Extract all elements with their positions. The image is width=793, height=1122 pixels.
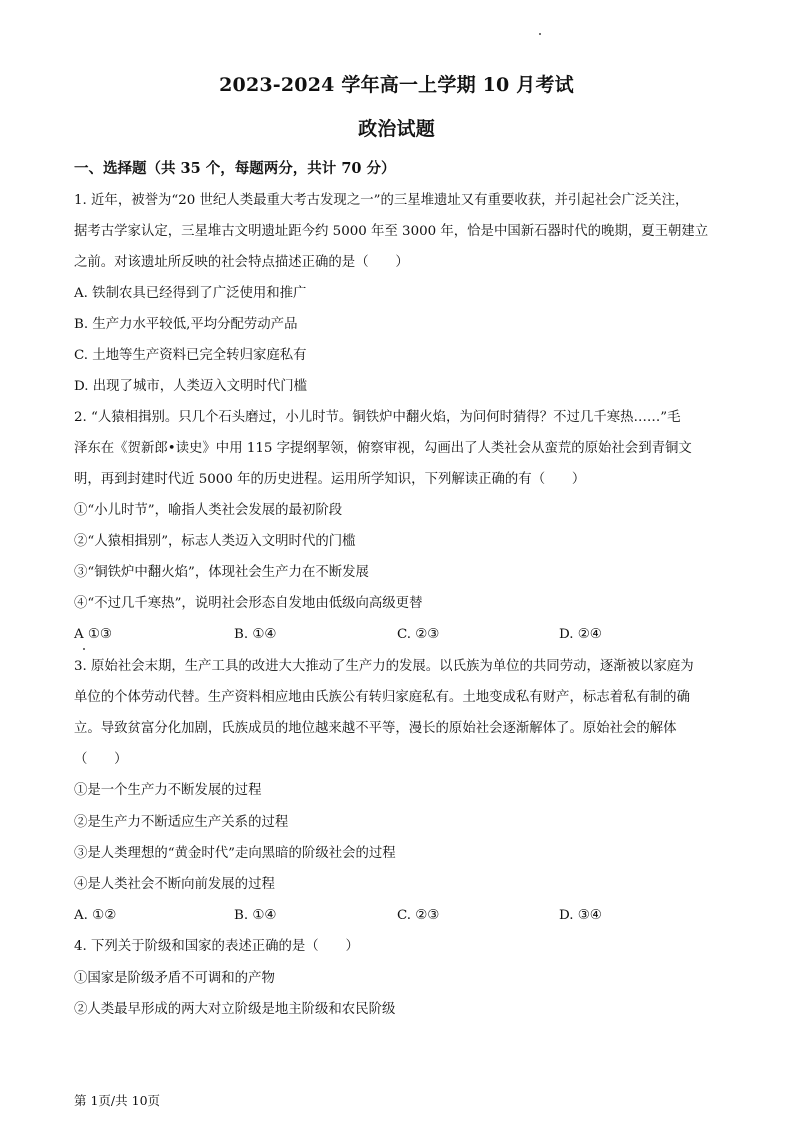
page-number: 第 1页/共 10页	[74, 1093, 161, 1108]
question-3-option-c: C. ②③	[397, 908, 440, 923]
question-2-option-b: B. ①④	[234, 627, 277, 642]
subject-title: 政治试题	[358, 118, 435, 140]
question-3-option-d: D. ③④	[559, 908, 602, 923]
question-2-option-a: A ①③	[74, 627, 112, 642]
question-3-option-b: B. ①④	[234, 908, 277, 923]
question-3-statement-3: ③是人类理想的“黄金时代”走向黑暗的阶级社会的过程	[74, 846, 396, 861]
question-3-line-2: 单位的个体劳动代替。生产资料相应地由氏族公有转归家庭私有。土地变成私有财产，标志着私有制的确	[74, 690, 690, 705]
question-2-option-d: D. ②④	[559, 627, 602, 642]
question-1-line-3: 之前。对该遗址所反映的社会特点描述正确的是（ ）	[74, 255, 409, 270]
question-1-line-1: 1. 近年，被誉为“20 世纪人类最重大考古发现之一”的三星堆遗址又有重要收获，并引起社会广泛关注，	[74, 193, 689, 208]
question-3-line-3: 立。导致贫富分化加剧，氏族成员的地位越来越不平等，漫长的原始社会逐渐解体了。原始社会的解体	[74, 721, 677, 736]
question-2-statement-4: ④“不过几千寒热”，说明社会形态自发地由低级向高级更替	[74, 596, 423, 611]
question-1-option-b: B. 生产力水平较低,平均分配劳动产品	[74, 317, 298, 332]
question-1-option-c: C. 土地等生产资料已完全转归家庭私有	[74, 348, 307, 363]
question-3-statement-1: ①是一个生产力不断发展的过程	[74, 783, 262, 798]
scan-speck	[83, 648, 85, 650]
question-4-statement-1: ①国家是阶级矛盾不可调和的产物	[74, 971, 275, 986]
question-2-line-1: 2. “人猿相揖别。只几个石头磨过，小儿时节。铜铁炉中翻火焰，为问何时猜得？不过几千寒热……”毛	[74, 410, 681, 425]
question-4-line-1: 4. 下列关于阶级和国家的表述正确的是（ ）	[74, 939, 359, 954]
exam-title: 2023-2024 学年高一上学期 10 月考试	[219, 74, 574, 96]
question-2-line-2: 泽东在《贺新郎•读史》中用 115 字提纲挈领，俯察审视，勾画出了人类社会从蛮荒的原始社会到青铜文	[74, 441, 692, 456]
question-3-statement-4: ④是人类社会不断向前发展的过程	[74, 877, 275, 892]
question-2-statement-2: ②“人猿相揖别”，标志人类迈入文明时代的门槛	[74, 534, 356, 549]
question-4-statement-2: ②人类最早形成的两大对立阶级是地主阶级和农民阶级	[74, 1002, 396, 1017]
question-3-option-a: A. ①②	[74, 908, 117, 923]
question-3-statement-2: ②是生产力不断适应生产关系的过程	[74, 815, 289, 830]
question-1-option-d: D. 出现了城市，人类迈入文明时代门槛	[74, 379, 308, 394]
scan-speck	[539, 33, 541, 35]
question-2-statement-3: ③“铜铁炉中翻火焰”，体现社会生产力在不断发展	[74, 565, 369, 580]
question-2-statement-1: ①“小儿时节”，喻指人类社会发展的最初阶段	[74, 503, 343, 518]
question-1-option-a: A. 铁制农具已经得到了广泛使用和推广	[74, 286, 307, 301]
question-1-line-2: 据考古学家认定，三星堆古文明遗址距今约 5000 年至 3000 年，恰是中国新石器时代的晚期，夏王朝建立	[74, 224, 709, 239]
question-2-option-c: C. ②③	[397, 627, 440, 642]
question-2-line-3: 明，再到封建时代近 5000 年的历史进程。运用所学知识，下列解读正确的有（ ）	[74, 472, 586, 487]
question-3-line-4: （ ）	[74, 752, 128, 767]
section-heading: 一、选择题（共 35 个，每题两分，共计 70 分）	[74, 160, 396, 177]
question-3-line-1: 3. 原始社会末期，生产工具的改进大大推动了生产力的发展。以氏族为单位的共同劳动，逐渐被以家庭为	[74, 659, 694, 674]
